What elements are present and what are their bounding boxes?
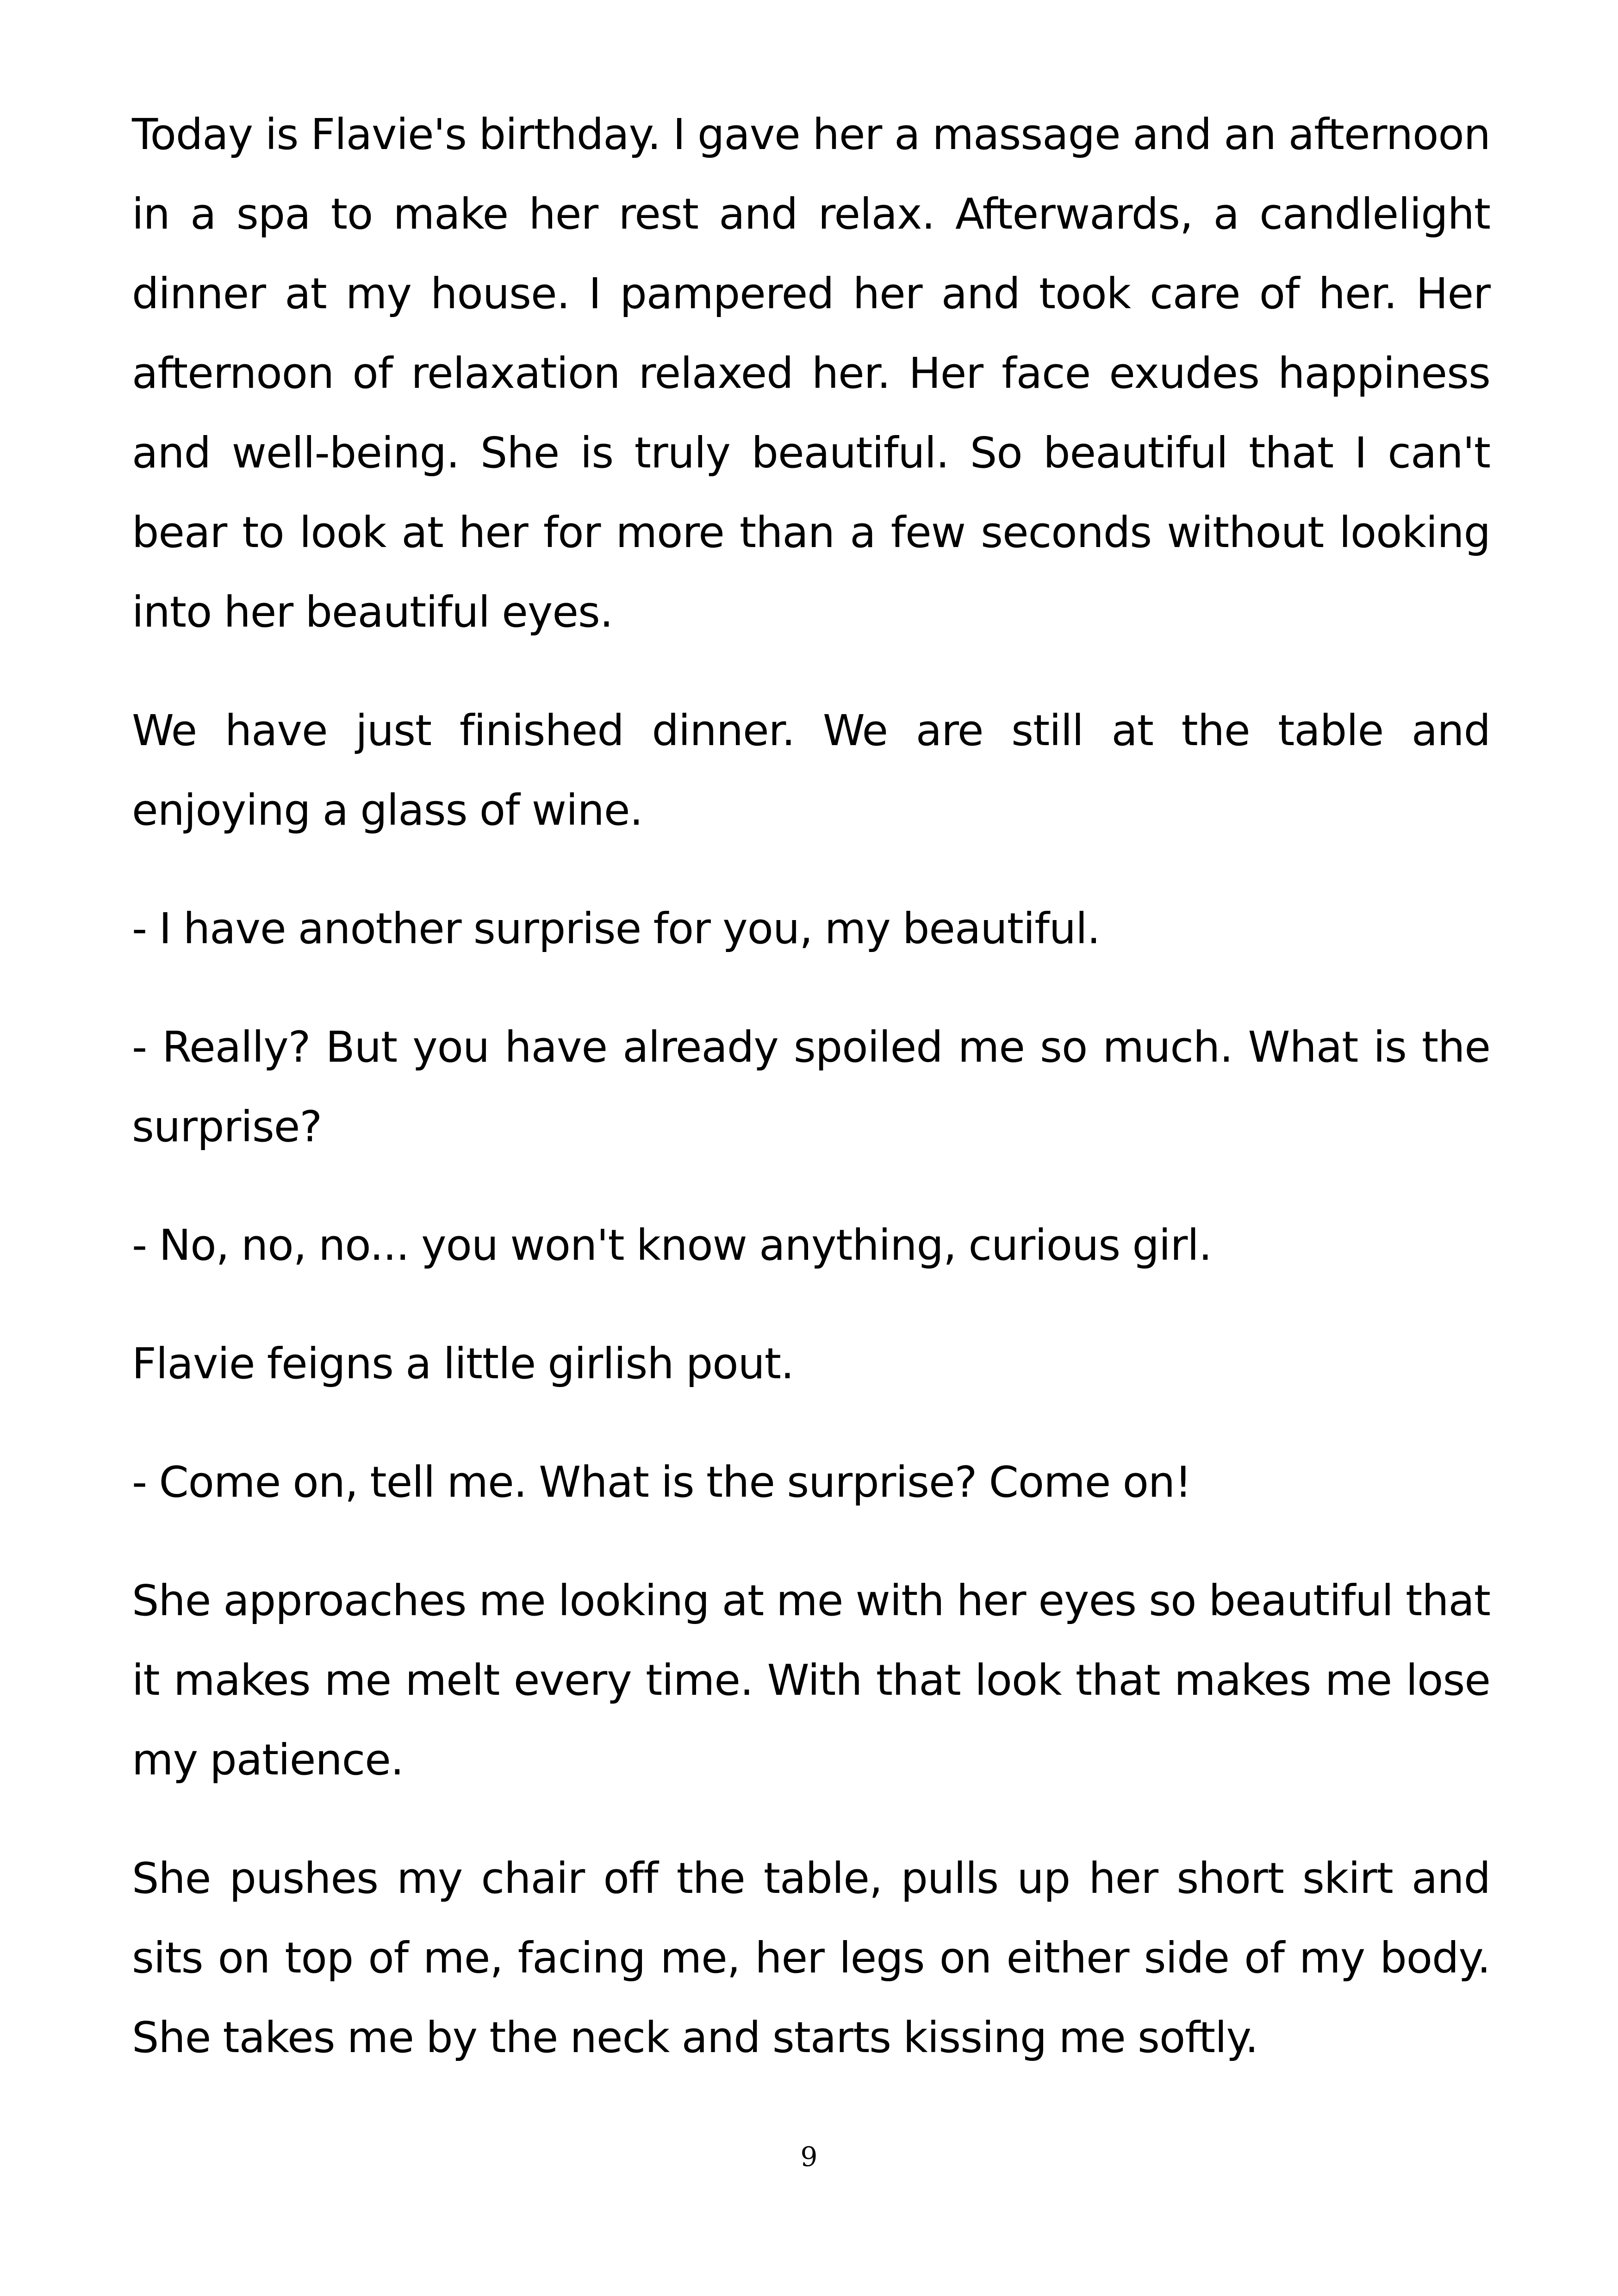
paragraph-5: She pushes my chair off the table, pulls up her short skirt and sits on top of me, facing me, her legs on either side of my body. She takes me by the neck and starts kissing me softly. bbox=[132, 1854, 1490, 2062]
paragraph-1: Today is Flavie's birthday. I gave her a massage and an afternoon in a spa to make her rest and relax. Afterwards, a candlelight dinner at my house. I pampered her and took care of her. Her afternoon of relaxation relaxed her. Her face exudes happiness and well-being. She is truly beautiful. So beautiful that I can't bear to look at her for more than a few seconds without looking into her beautiful eyes. bbox=[132, 110, 1490, 637]
dialogue-line-1: - I have another surprise for you, my beautiful. bbox=[132, 904, 1100, 953]
paragraph-3: Flavie feigns a little girlish pout. bbox=[132, 1339, 794, 1388]
dialogue-line-2: - Really? But you have already spoiled me so much. What is the surprise? bbox=[132, 1022, 1490, 1151]
dialogue-line-3: - No, no, no... you won't know anything, curious girl. bbox=[132, 1220, 1212, 1270]
paragraph-2: We have just finished dinner. We are still at the table and enjoying a glass of wine. bbox=[132, 706, 1490, 835]
body-text bbox=[132, 95, 1490, 2116]
page-number: 9 bbox=[800, 2141, 818, 2172]
paragraph-4: She approaches me looking at me with her eyes so beautiful that it makes me melt every time. With that look that makes me lose my patience. bbox=[132, 1576, 1490, 1785]
dialogue-line-4: - Come on, tell me. What is the surprise? Come on! bbox=[132, 1457, 1192, 1507]
